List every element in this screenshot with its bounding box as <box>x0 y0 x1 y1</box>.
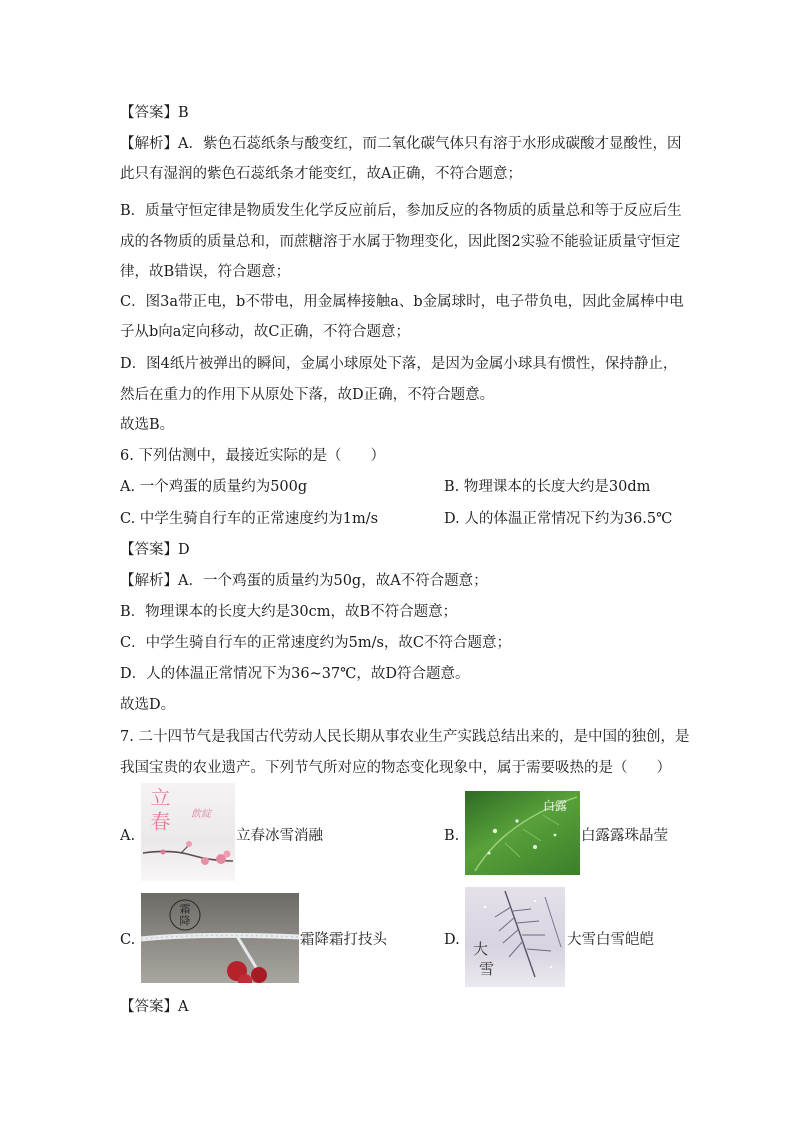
img-text: 雪 <box>477 961 495 976</box>
q6-question: 6. 下列估测中，最接近实际的是（ ） <box>120 448 385 464</box>
conclusion-line: 故选B。 <box>120 417 175 433</box>
frosted-branch-illustration <box>141 893 299 983</box>
q7-answer: 【答案】A <box>120 999 189 1015</box>
q7-option-c-caption: 霜降霜打技头 <box>300 932 387 948</box>
q6-option-b: B. 物理课本的长度大约是30dm <box>444 479 651 495</box>
analysis-line: 成的各物质的质量总和，而蔗糖溶于水属于物理变化，因此图2实验不能验证质量守恒定 <box>120 234 681 250</box>
q7-question-line: 我国宝贵的农业遗产。下列节气所对应的物态变化现象中，属于需要吸热的是（ ） <box>120 760 671 776</box>
analysis-line: B．质量守恒定律是物质发生化学反应前后，参加反应的各物质的质量总和等于反应后生 <box>120 203 682 219</box>
img-text: 春 <box>147 811 171 831</box>
img-text: 降 <box>178 915 191 926</box>
analysis-line: 律，故B错误，符合题意； <box>120 264 291 280</box>
q6-option-d: D. 人的体温正常情况下约为36.5℃ <box>444 511 673 527</box>
q6-option-c: C. 中学生骑自行车的正常速度约为1m/s <box>120 511 379 527</box>
analysis-line: D．图4纸片被弹出的瞬间，金属小球原处下落，是因为金属小球具有惯性，保持静止， <box>120 356 678 372</box>
analysis-line: 【解析】A．紫色石蕊纸条与酸变红，而二氧化碳气体只有溶于水形成碳酸才显酸性，因 <box>120 136 682 152</box>
analysis-line: 然后在重力的作用下从原处下落，故D正确，不符合题意。 <box>120 387 495 403</box>
q7-question-line: 7. 二十四节气是我国古代劳动人民长期从事农业生产实践总结出来的，是中国的独创，是 <box>120 729 690 745</box>
img-text: 大 <box>471 941 489 956</box>
q7-option-d-letter: D. <box>444 932 460 948</box>
q6-answer: 【答案】D <box>120 542 190 558</box>
analysis-line: 【解析】A．一个鸡蛋的质量约为50g，故A不符合题意； <box>120 573 488 589</box>
conclusion-line: 故选D。 <box>120 697 176 713</box>
q6-option-a: A. 一个鸡蛋的质量约为500g <box>120 479 308 495</box>
analysis-line: 子从b向a定向移动，故C正确，不符合题意； <box>120 324 411 340</box>
q7-option-a-caption: 立春冰雪消融 <box>236 828 323 844</box>
img-text: 飲綻 <box>191 809 211 820</box>
q7-option-b-caption: 白露露珠晶莹 <box>581 828 668 844</box>
q7-option-a-image <box>141 783 235 881</box>
analysis-line: D．人的体温正常情况下为36~37℃，故D符合题意。 <box>120 666 470 682</box>
analysis-line: B．物理课本的长度大约是30cm，故B不符合题意； <box>120 604 458 620</box>
analysis-line: 此只有湿润的紫色石蕊纸条才能变红，故A正确，不符合题意； <box>120 166 522 182</box>
q5-answer: 【答案】B <box>120 105 189 121</box>
q7-option-d-caption: 大雪白雪皑皑 <box>567 932 654 948</box>
img-text: 立 <box>147 787 171 807</box>
analysis-line: C．图3a带正电，b不带电，用金属棒接触a、b金属球时，电子带负电，因此金属棒中电 <box>120 294 684 310</box>
q7-option-b-image <box>465 791 580 875</box>
analysis-line: C．中学生骑自行车的正常速度约为5m/s，故C不符合题意； <box>120 635 511 651</box>
q7-option-c-letter: C. <box>120 932 136 948</box>
q7-option-b-letter: B. <box>444 828 460 844</box>
img-text: 霜 <box>178 903 191 914</box>
q7-option-a-letter: A. <box>120 828 136 844</box>
q7-option-c-image <box>141 893 299 983</box>
img-text: 白露 <box>543 799 568 813</box>
q7-option-d-image <box>465 887 565 987</box>
